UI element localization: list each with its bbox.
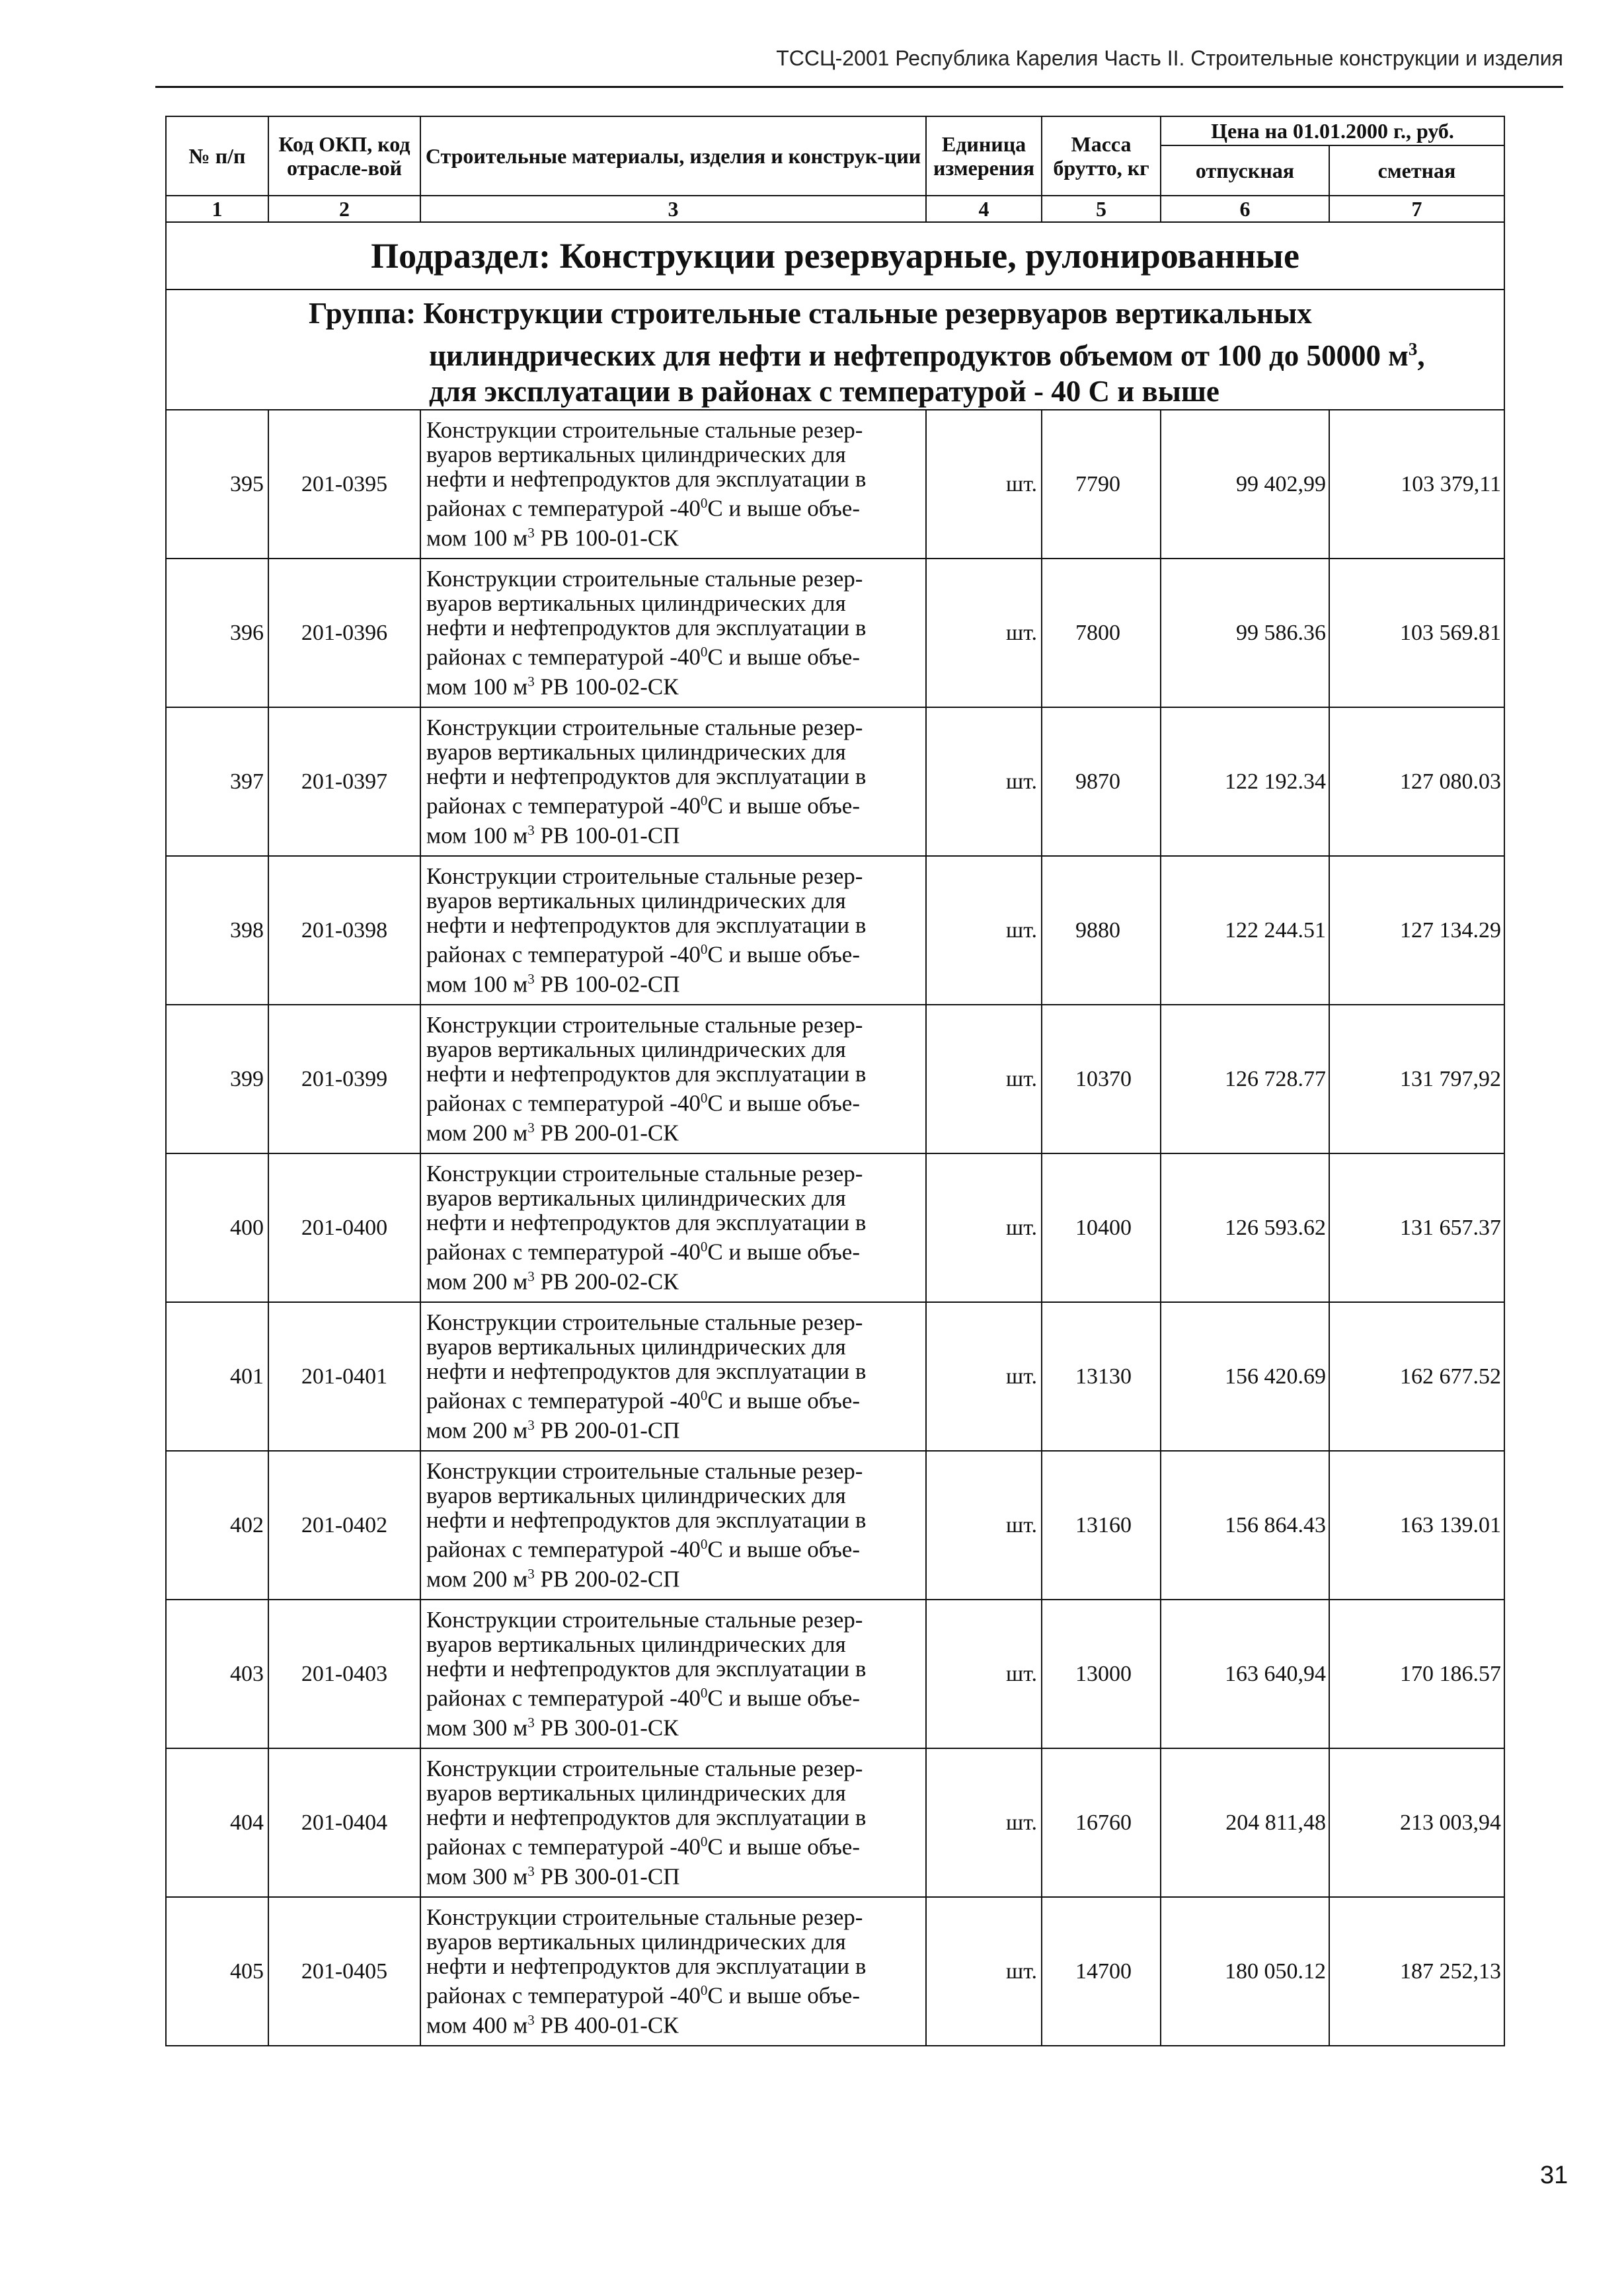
table-row — [166, 707, 1504, 856]
row-wholesale-price: 163 640,94 — [1161, 1600, 1329, 1748]
desc-line — [426, 521, 925, 551]
desc-line: нефти и нефтепродуктов для эксплуатации в — [426, 1507, 867, 1533]
desc-text: РВ 100-02-СП — [534, 971, 680, 997]
row-wholesale-price: 99 586.36 — [1161, 559, 1329, 707]
row-code: 201-0400 — [268, 1153, 420, 1302]
column-number: 3 — [420, 196, 926, 222]
row-num: 405 — [166, 1897, 268, 2046]
desc-text: С и выше объе- — [707, 942, 860, 968]
table-row — [166, 1302, 1504, 1451]
desc-line: Конструкции строительные стальные резер- — [426, 863, 863, 890]
desc-line: вуаров вертикальных цилиндрических для — [426, 1334, 846, 1360]
row-num: 402 — [166, 1451, 268, 1600]
desc-line — [426, 1681, 925, 1711]
row-wholesale-price: 99 402,99 — [1161, 410, 1329, 559]
desc-line: вуаров вертикальных цилиндрических для — [426, 1483, 846, 1509]
table-row — [166, 1451, 1504, 1600]
desc-line: Конструкции строительные стальные резер- — [426, 1309, 863, 1336]
row-unit: шт. — [926, 1153, 1042, 1302]
col-code-header: Код ОКП, код отрасле-вой — [268, 116, 420, 196]
row-code: 201-0402 — [268, 1451, 420, 1600]
row-num: 395 — [166, 410, 268, 559]
row-unit: шт. — [926, 1005, 1042, 1153]
desc-line — [426, 1711, 925, 1740]
desc-sup: 3 — [527, 1566, 535, 1582]
desc-line — [426, 1383, 925, 1413]
desc-line — [426, 1413, 925, 1443]
desc-line: нефти и нефтепродуктов для эксплуатации в — [426, 763, 867, 790]
row-description — [420, 1302, 926, 1451]
desc-line: вуаров вертикальных цилиндрических для — [426, 442, 846, 468]
desc-line — [426, 1264, 925, 1294]
row-wholesale-price: 156 420.69 — [1161, 1302, 1329, 1451]
row-estimate-price: 187 252,13 — [1329, 1897, 1504, 2046]
desc-sup: 3 — [527, 971, 535, 987]
desc-text: С и выше объе- — [707, 1686, 860, 1711]
desc-text: районах с температурой -40 — [426, 1834, 701, 1860]
desc-line: Конструкции строительные стальные резер- — [426, 1458, 863, 1485]
desc-sup: 3 — [527, 1268, 535, 1284]
desc-text: С и выше объе- — [707, 496, 860, 522]
desc-line: вуаров вертикальных цилиндрических для — [426, 1185, 846, 1212]
row-code: 201-0396 — [268, 559, 420, 707]
col-wholesale-header: отпускная — [1161, 145, 1329, 196]
desc-line — [426, 640, 925, 670]
desc-line: нефти и нефтепродуктов для эксплуатации в — [426, 615, 867, 641]
row-mass: 13160 — [1042, 1451, 1161, 1600]
desc-line: нефти и нефтепродуктов для эксплуатации в — [426, 1656, 867, 1682]
desc-sup: 3 — [527, 2012, 535, 2028]
row-mass: 7790 — [1042, 410, 1161, 559]
row-wholesale-price: 180 050.12 — [1161, 1897, 1329, 2046]
row-num: 399 — [166, 1005, 268, 1153]
table-row — [166, 1897, 1504, 2046]
row-description — [420, 856, 926, 1005]
row-estimate-price: 127 134.29 — [1329, 856, 1504, 1005]
header-rule — [155, 86, 1563, 88]
desc-text: мом 200 м — [426, 1417, 528, 1444]
desc-text: РВ 100-02-СК — [534, 674, 679, 700]
col-estimate-header: сметная — [1329, 145, 1504, 196]
row-code: 201-0401 — [268, 1302, 420, 1451]
desc-line — [426, 1859, 925, 1889]
group-row — [166, 290, 1504, 410]
desc-line — [426, 670, 925, 699]
desc-line — [426, 1116, 925, 1145]
desc-line: вуаров вертикальных цилиндрических для — [426, 888, 846, 914]
desc-text: районах с температурой -40 — [426, 1983, 701, 2009]
row-mass: 13130 — [1042, 1302, 1161, 1451]
row-estimate-price: 163 139.01 — [1329, 1451, 1504, 1600]
row-wholesale-price: 122 244.51 — [1161, 856, 1329, 1005]
row-unit: шт. — [926, 1600, 1042, 1748]
desc-sup: 0 — [700, 793, 708, 809]
row-mass: 10370 — [1042, 1005, 1161, 1153]
desc-text: мом 200 м — [426, 1566, 528, 1592]
row-unit: шт. — [926, 707, 1042, 856]
desc-line: вуаров вертикальных цилиндрических для — [426, 1036, 846, 1063]
desc-line: Конструкции строительные стальные резер- — [426, 1756, 863, 1782]
row-unit: шт. — [926, 1302, 1042, 1451]
row-code: 201-0399 — [268, 1005, 420, 1153]
desc-text: мом 300 м — [426, 1715, 528, 1741]
row-mass: 9870 — [1042, 707, 1161, 856]
desc-line — [426, 2008, 925, 2038]
row-num: 403 — [166, 1600, 268, 1748]
desc-sup: 0 — [700, 941, 708, 958]
row-unit: шт. — [926, 559, 1042, 707]
desc-text: районах с температурой -40 — [426, 793, 701, 819]
group-prefix: Группа: — [309, 297, 416, 330]
desc-text: районах с температурой -40 — [426, 496, 701, 522]
row-unit: шт. — [926, 1897, 1042, 2046]
row-description — [420, 1748, 926, 1897]
row-estimate-price: 131 797,92 — [1329, 1005, 1504, 1153]
desc-line: Конструкции строительные стальные резер- — [426, 1012, 863, 1038]
group-title — [166, 290, 1504, 410]
group-line-2: цилиндрических для нефти и нефтепродуктов объемом от 100 до 50000 м — [429, 339, 1409, 372]
desc-text: районах с температурой -40 — [426, 1091, 701, 1116]
table-row — [166, 856, 1504, 1005]
desc-text: мом 100 м — [426, 674, 528, 700]
desc-text: мом 100 м — [426, 525, 528, 551]
row-estimate-price: 103 569.81 — [1329, 559, 1504, 707]
row-wholesale-price: 122 192.34 — [1161, 707, 1329, 856]
row-estimate-price: 103 379,11 — [1329, 410, 1504, 559]
row-description — [420, 1897, 926, 2046]
desc-text: С и выше объе- — [707, 1834, 860, 1860]
desc-sup: 3 — [527, 1863, 535, 1879]
desc-text: РВ 200-02-СК — [534, 1268, 679, 1295]
desc-text: РВ 300-01-СК — [534, 1715, 679, 1741]
desc-line — [426, 491, 925, 521]
table-row — [166, 559, 1504, 707]
row-description — [420, 1451, 926, 1600]
desc-sup: 0 — [700, 1090, 708, 1106]
desc-sup: 3 — [527, 1715, 535, 1730]
desc-line: нефти и нефтепродуктов для эксплуатации в — [426, 466, 867, 492]
row-unit: шт. — [926, 856, 1042, 1005]
desc-text: районах с температурой -40 — [426, 1686, 701, 1711]
row-code: 201-0397 — [268, 707, 420, 856]
column-number: 7 — [1329, 196, 1504, 222]
desc-line: Конструкции строительные стальные резер- — [426, 417, 863, 444]
desc-text: С и выше объе- — [707, 1983, 860, 2009]
desc-text: мом 200 м — [426, 1268, 528, 1295]
row-num: 397 — [166, 707, 268, 856]
desc-sup: 0 — [700, 1982, 708, 1999]
column-number: 5 — [1042, 196, 1161, 222]
running-header: ТССЦ-2001 Республика Карелия Часть II. Строительные конструкции и изделия — [776, 46, 1563, 70]
row-num: 398 — [166, 856, 268, 1005]
desc-text: РВ 400-01-СК — [534, 2012, 679, 2038]
desc-line: вуаров вертикальных цилиндрических для — [426, 1631, 846, 1658]
desc-text: РВ 300-01-СП — [534, 1863, 680, 1890]
col-name-header: Строительные материалы, изделия и конструк-ции — [420, 116, 926, 196]
desc-text: мом 200 м — [426, 1120, 528, 1146]
group-line-2-sup: 3 — [1408, 339, 1418, 359]
table-row — [166, 410, 1504, 559]
desc-line: вуаров вертикальных цилиндрических для — [426, 590, 846, 617]
desc-line: Конструкции строительные стальные резер- — [426, 1607, 863, 1633]
desc-line — [426, 1532, 925, 1562]
desc-line — [426, 1978, 925, 2008]
desc-text: районах с температурой -40 — [426, 1537, 701, 1563]
row-description — [420, 707, 926, 856]
row-wholesale-price: 126 593.62 — [1161, 1153, 1329, 1302]
row-description — [420, 1600, 926, 1748]
row-unit: шт. — [926, 1748, 1042, 1897]
desc-sup: 0 — [700, 1387, 708, 1404]
desc-line — [426, 1830, 925, 1859]
group-line-2-end: , — [1417, 339, 1425, 372]
desc-sup: 0 — [700, 1536, 708, 1553]
row-code: 201-0403 — [268, 1600, 420, 1748]
desc-sup: 3 — [527, 822, 535, 838]
desc-line — [426, 967, 925, 997]
table-row — [166, 1748, 1504, 1897]
desc-line: Конструкции строительные стальные резер- — [426, 566, 863, 592]
row-estimate-price: 162 677.52 — [1329, 1302, 1504, 1451]
desc-text: мом 100 м — [426, 971, 528, 997]
column-number: 1 — [166, 196, 268, 222]
desc-line: нефти и нефтепродуктов для эксплуатации в — [426, 1061, 867, 1087]
row-code: 201-0398 — [268, 856, 420, 1005]
row-mass: 9880 — [1042, 856, 1161, 1005]
row-mass: 16760 — [1042, 1748, 1161, 1897]
desc-sup: 3 — [527, 1417, 535, 1433]
desc-text: районах с температурой -40 — [426, 1239, 701, 1265]
desc-line — [426, 1086, 925, 1116]
desc-sup: 0 — [700, 1239, 708, 1255]
row-num: 401 — [166, 1302, 268, 1451]
desc-line: нефти и нефтепродуктов для эксплуатации в — [426, 1210, 867, 1236]
desc-line: нефти и нефтепродуктов для эксплуатации в — [426, 912, 867, 939]
row-mass: 14700 — [1042, 1897, 1161, 2046]
desc-line: Конструкции строительные стальные резер- — [426, 715, 863, 741]
desc-text: С и выше объе- — [707, 1239, 860, 1265]
table-row — [166, 1153, 1504, 1302]
desc-text: С и выше объе- — [707, 1388, 860, 1414]
desc-text: РВ 200-02-СП — [534, 1566, 680, 1592]
row-num: 400 — [166, 1153, 268, 1302]
desc-text: РВ 100-01-СК — [534, 525, 679, 551]
desc-line: вуаров вертикальных цилиндрических для — [426, 739, 846, 765]
col-price-header: Цена на 01.01.2000 г., руб. — [1161, 116, 1504, 145]
desc-text: С и выше объе- — [707, 1091, 860, 1116]
col-unit-header: Единица измерения — [926, 116, 1042, 196]
col-num-header: № п/п — [166, 116, 268, 196]
desc-sup: 3 — [527, 525, 535, 541]
desc-text: мом 100 м — [426, 822, 528, 849]
desc-text: районах с температурой -40 — [426, 1388, 701, 1414]
subsection-title: Подраздел: Конструкции резервуарные, рулонированные — [166, 222, 1504, 290]
row-estimate-price: 131 657.37 — [1329, 1153, 1504, 1302]
table-row — [166, 1005, 1504, 1153]
desc-line — [426, 789, 925, 818]
row-description — [420, 1005, 926, 1153]
row-estimate-price: 127 080.03 — [1329, 707, 1504, 856]
row-unit: шт. — [926, 1451, 1042, 1600]
desc-text: РВ 200-01-СК — [534, 1120, 679, 1146]
desc-sup: 3 — [527, 674, 535, 689]
column-number: 6 — [1161, 196, 1329, 222]
row-wholesale-price: 126 728.77 — [1161, 1005, 1329, 1153]
desc-text: С и выше объе- — [707, 793, 860, 819]
row-mass: 13000 — [1042, 1600, 1161, 1748]
column-number: 4 — [926, 196, 1042, 222]
page-number: 31 — [1540, 2161, 1568, 2189]
desc-line: нефти и нефтепродуктов для эксплуатации в — [426, 1804, 867, 1831]
desc-line: нефти и нефтепродуктов для эксплуатации в — [426, 1953, 867, 1980]
row-code: 201-0395 — [268, 410, 420, 559]
row-num: 404 — [166, 1748, 268, 1897]
row-unit: шт. — [926, 410, 1042, 559]
desc-line: вуаров вертикальных цилиндрических для — [426, 1780, 846, 1806]
desc-text: мом 400 м — [426, 2012, 528, 2038]
col-mass-header: Масса брутто, кг — [1042, 116, 1161, 196]
desc-line: Конструкции строительные стальные резер- — [426, 1161, 863, 1187]
desc-sup: 0 — [700, 495, 708, 512]
column-number: 2 — [268, 196, 420, 222]
row-wholesale-price: 156 864.43 — [1161, 1451, 1329, 1600]
desc-text: районах с температурой -40 — [426, 942, 701, 968]
desc-text: районах с температурой -40 — [426, 644, 701, 670]
desc-line — [426, 818, 925, 848]
desc-sup: 0 — [700, 1685, 708, 1701]
row-estimate-price: 213 003,94 — [1329, 1748, 1504, 1897]
row-mass: 7800 — [1042, 559, 1161, 707]
group-line-1: Конструкции строительные стальные резервуаров вертикальных — [423, 297, 1312, 330]
desc-line — [426, 1235, 925, 1264]
desc-line — [426, 1562, 925, 1592]
desc-sup: 3 — [527, 1120, 535, 1136]
price-table — [165, 116, 1505, 2046]
row-mass: 10400 — [1042, 1153, 1161, 1302]
subsection-row — [166, 222, 1504, 290]
table-row — [166, 1600, 1504, 1748]
row-num: 396 — [166, 559, 268, 707]
row-code: 201-0405 — [268, 1897, 420, 2046]
desc-line: Конструкции строительные стальные резер- — [426, 1904, 863, 1931]
row-description — [420, 559, 926, 707]
row-description — [420, 1153, 926, 1302]
desc-text: С и выше объе- — [707, 644, 860, 670]
header-row-1 — [166, 116, 1504, 145]
desc-sup: 0 — [700, 1834, 708, 1850]
row-wholesale-price: 204 811,48 — [1161, 1748, 1329, 1897]
desc-sup: 0 — [700, 644, 708, 660]
desc-line — [426, 937, 925, 967]
row-estimate-price: 170 186.57 — [1329, 1600, 1504, 1748]
group-line-3: для эксплуатации в районах с температурой - 40 С и выше — [429, 375, 1219, 408]
desc-text: мом 300 м — [426, 1863, 528, 1890]
desc-line: нефти и нефтепродуктов для эксплуатации в — [426, 1358, 867, 1385]
desc-line: вуаров вертикальных цилиндрических для — [426, 1929, 846, 1955]
row-code: 201-0404 — [268, 1748, 420, 1897]
desc-text: С и выше объе- — [707, 1537, 860, 1563]
column-number-row — [166, 196, 1504, 222]
desc-text: РВ 200-01-СП — [534, 1417, 680, 1444]
row-description — [420, 410, 926, 559]
desc-text: РВ 100-01-СП — [534, 822, 680, 849]
